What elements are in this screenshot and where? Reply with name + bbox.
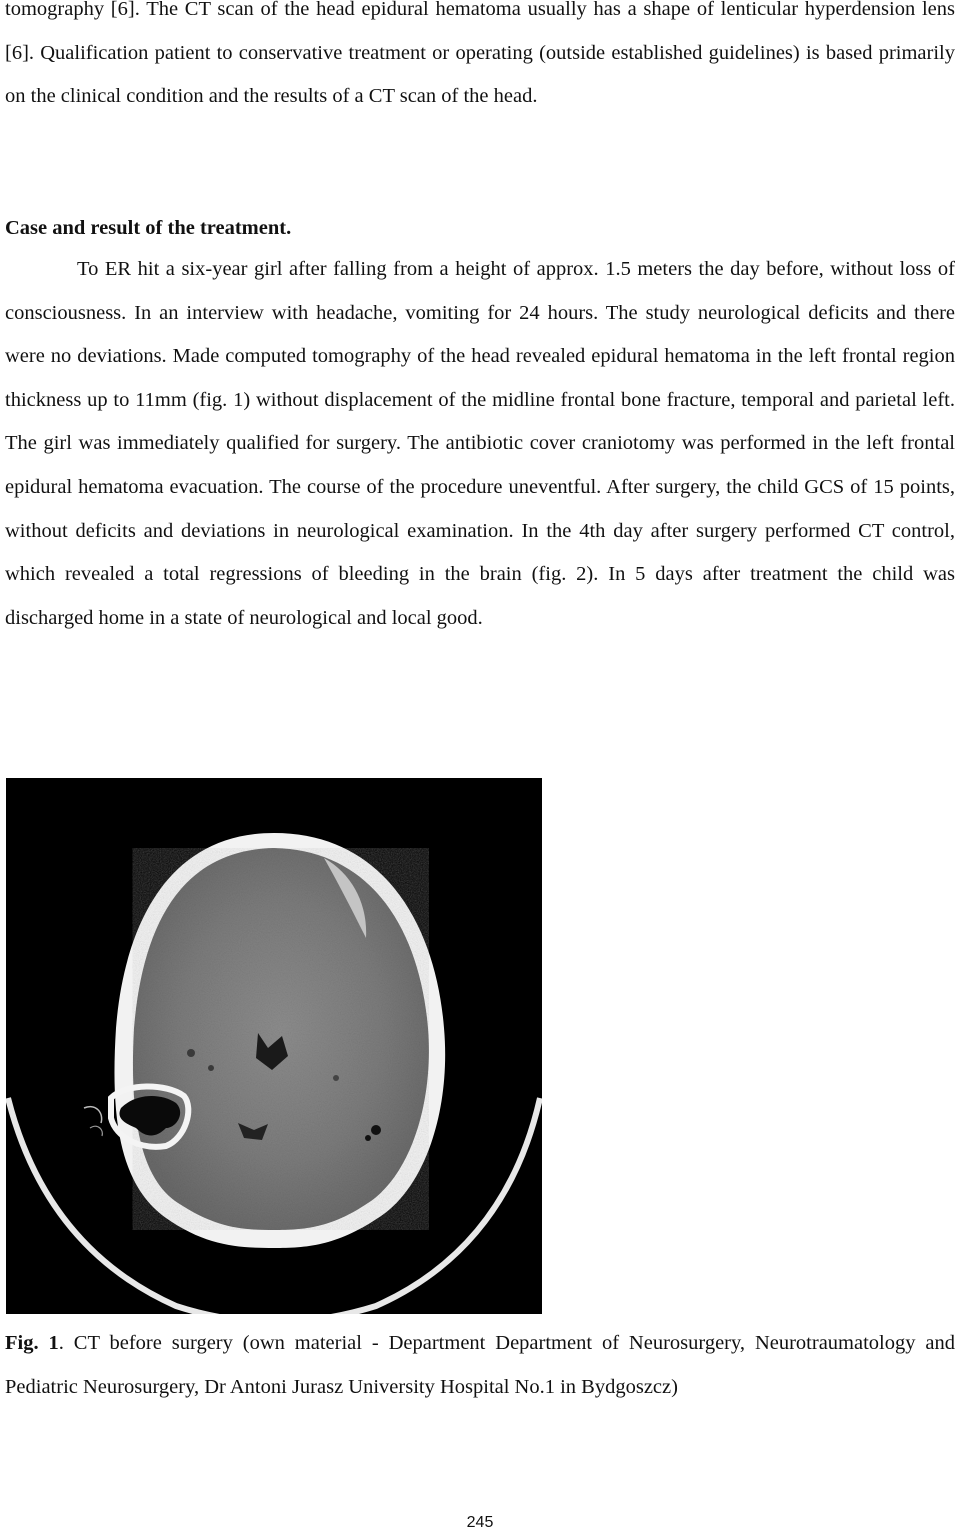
right-pocket-small — [365, 1135, 371, 1141]
ct-scan-drawing — [6, 778, 542, 1314]
right-pocket — [371, 1125, 381, 1135]
intro-paragraph: tomography [6]. The CT scan of the head epidural hematoma usually has a shape of lenticular hyperdension lens [6]. Qualification patient to conservative treatment or operating (outside established guidelines) is based primarily on the clinical condition and the results of a CT scan of the head. — [5, 0, 955, 107]
figure-caption-text: . CT before surgery (own material - Department Department of Neurosurgery, Neurotraumatology and Pediatric Neurosurgery, Dr Antoni Jurasz University Hospital No.1 in Bydgoszcz) — [5, 1332, 955, 1398]
ct-scan-image — [6, 778, 542, 1314]
section-heading: Case and result of the treatment. — [5, 217, 292, 239]
figure-caption — [5, 1322, 955, 1409]
figure-label: Fig. 1 — [5, 1332, 59, 1354]
case-paragraph: To ER hit a six-year girl after falling from a height of approx. 1.5 meters the day before, without loss of consciousness. In an interview with headache, vomiting for 24 hours. The study neurological deficits and there were no deviations. Made computed tomography of the head revealed epidural hematoma in the left frontal region thickness up to 11mm (fig. 1) without displacement of the midline frontal bone fracture, temporal and parietal left. The girl was immediately qualified for surgery. The antibiotic cover craniotomy was performed in the left frontal epidural hematoma evacuation. The course of the procedure uneventful. After surgery, the child GCS of 15 points, without deficits and deviations in neurological examination. In the 4th day after surgery performed CT control, which revealed a total regressions of bleeding in the brain (fig. 2). In 5 days after treatment the child was discharged home in a state of neurological and local good. — [5, 258, 955, 629]
page-number: 245 — [466, 1514, 494, 1531]
